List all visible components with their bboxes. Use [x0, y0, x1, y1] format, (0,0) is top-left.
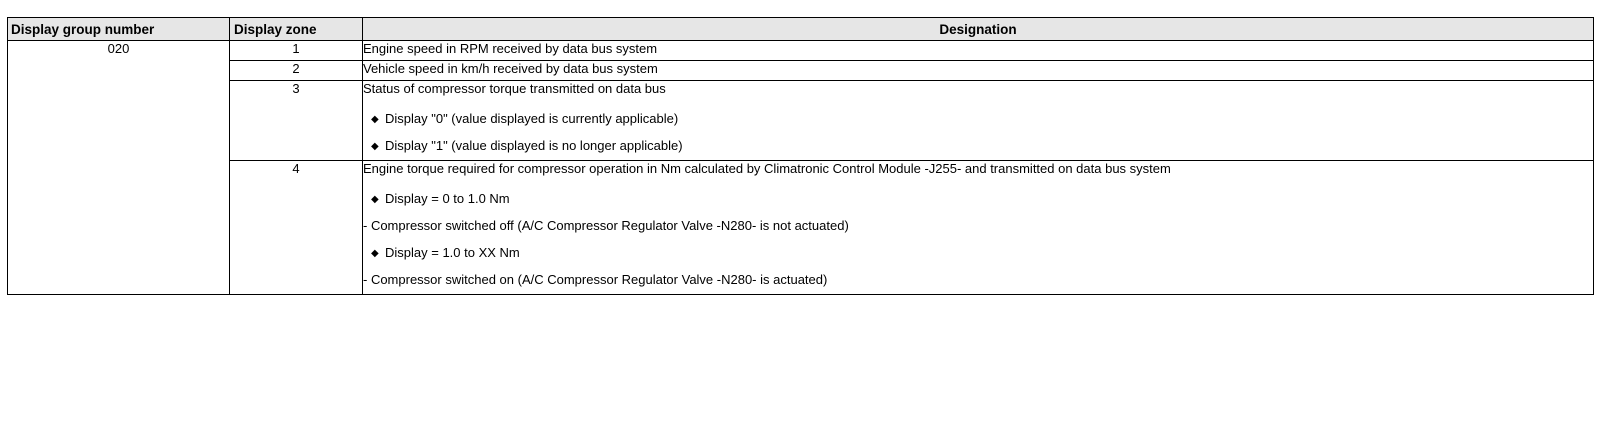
table-row — [8, 161, 1594, 295]
bullet-item — [363, 191, 1593, 218]
designation-cell — [363, 161, 1594, 295]
table-row — [8, 81, 1594, 161]
table-row — [8, 41, 1594, 61]
display-group-table — [7, 17, 1594, 295]
designation-cell — [363, 41, 1594, 61]
table-row — [8, 61, 1594, 81]
header-display-group-number: Display group number — [8, 18, 230, 41]
bullet-item — [363, 245, 1593, 272]
designation-line — [363, 61, 1593, 76]
designation-cell — [363, 61, 1594, 81]
diamond-bullet-icon: ◆ — [371, 248, 379, 259]
designation-text: Engine torque required for compressor operation in Nm calculated by Climatronic Control Module -J255- and transmitted on data bus system — [363, 161, 1171, 176]
display-group-number-cell: 020 — [8, 41, 230, 295]
table-body — [8, 41, 1594, 295]
designation-text: Vehicle speed in km/h received by data bus system — [363, 61, 658, 76]
designation-line — [363, 218, 1593, 245]
designation-text: Display "1" (value displayed is no longer applicable) — [385, 138, 683, 153]
designation-line — [363, 272, 1593, 294]
header-designation: Designation — [363, 18, 1594, 41]
designation-text: Display = 1.0 to XX Nm — [385, 245, 520, 260]
designation-text: Status of compressor torque transmitted on data bus — [363, 81, 666, 96]
header-display-zone: Display zone — [230, 18, 363, 41]
display-zone-cell: 4 — [230, 161, 363, 295]
display-zone-cell: 2 — [230, 61, 363, 81]
diamond-bullet-icon: ◆ — [371, 114, 379, 125]
diamond-bullet-icon: ◆ — [371, 194, 379, 205]
designation-text: Engine speed in RPM received by data bus system — [363, 41, 658, 56]
designation-line — [363, 41, 1593, 56]
designation-text: Display "0" (value displayed is currently applicable) — [385, 111, 679, 126]
designation-line — [363, 161, 1593, 191]
diamond-bullet-icon: ◆ — [371, 141, 379, 152]
table-header-row — [8, 18, 1594, 41]
designation-line — [363, 81, 1593, 111]
bullet-item — [363, 138, 1593, 160]
designation-text: Display = 0 to 1.0 Nm — [385, 191, 510, 206]
display-zone-cell: 1 — [230, 41, 363, 61]
display-zone-cell: 3 — [230, 81, 363, 161]
bullet-item — [363, 111, 1593, 138]
designation-text: - Compressor switched off (A/C Compressor Regulator Valve -N280- is not actuated) — [363, 218, 849, 233]
designation-cell — [363, 81, 1594, 161]
designation-text: - Compressor switched on (A/C Compressor Regulator Valve -N280- is actuated) — [363, 272, 828, 287]
